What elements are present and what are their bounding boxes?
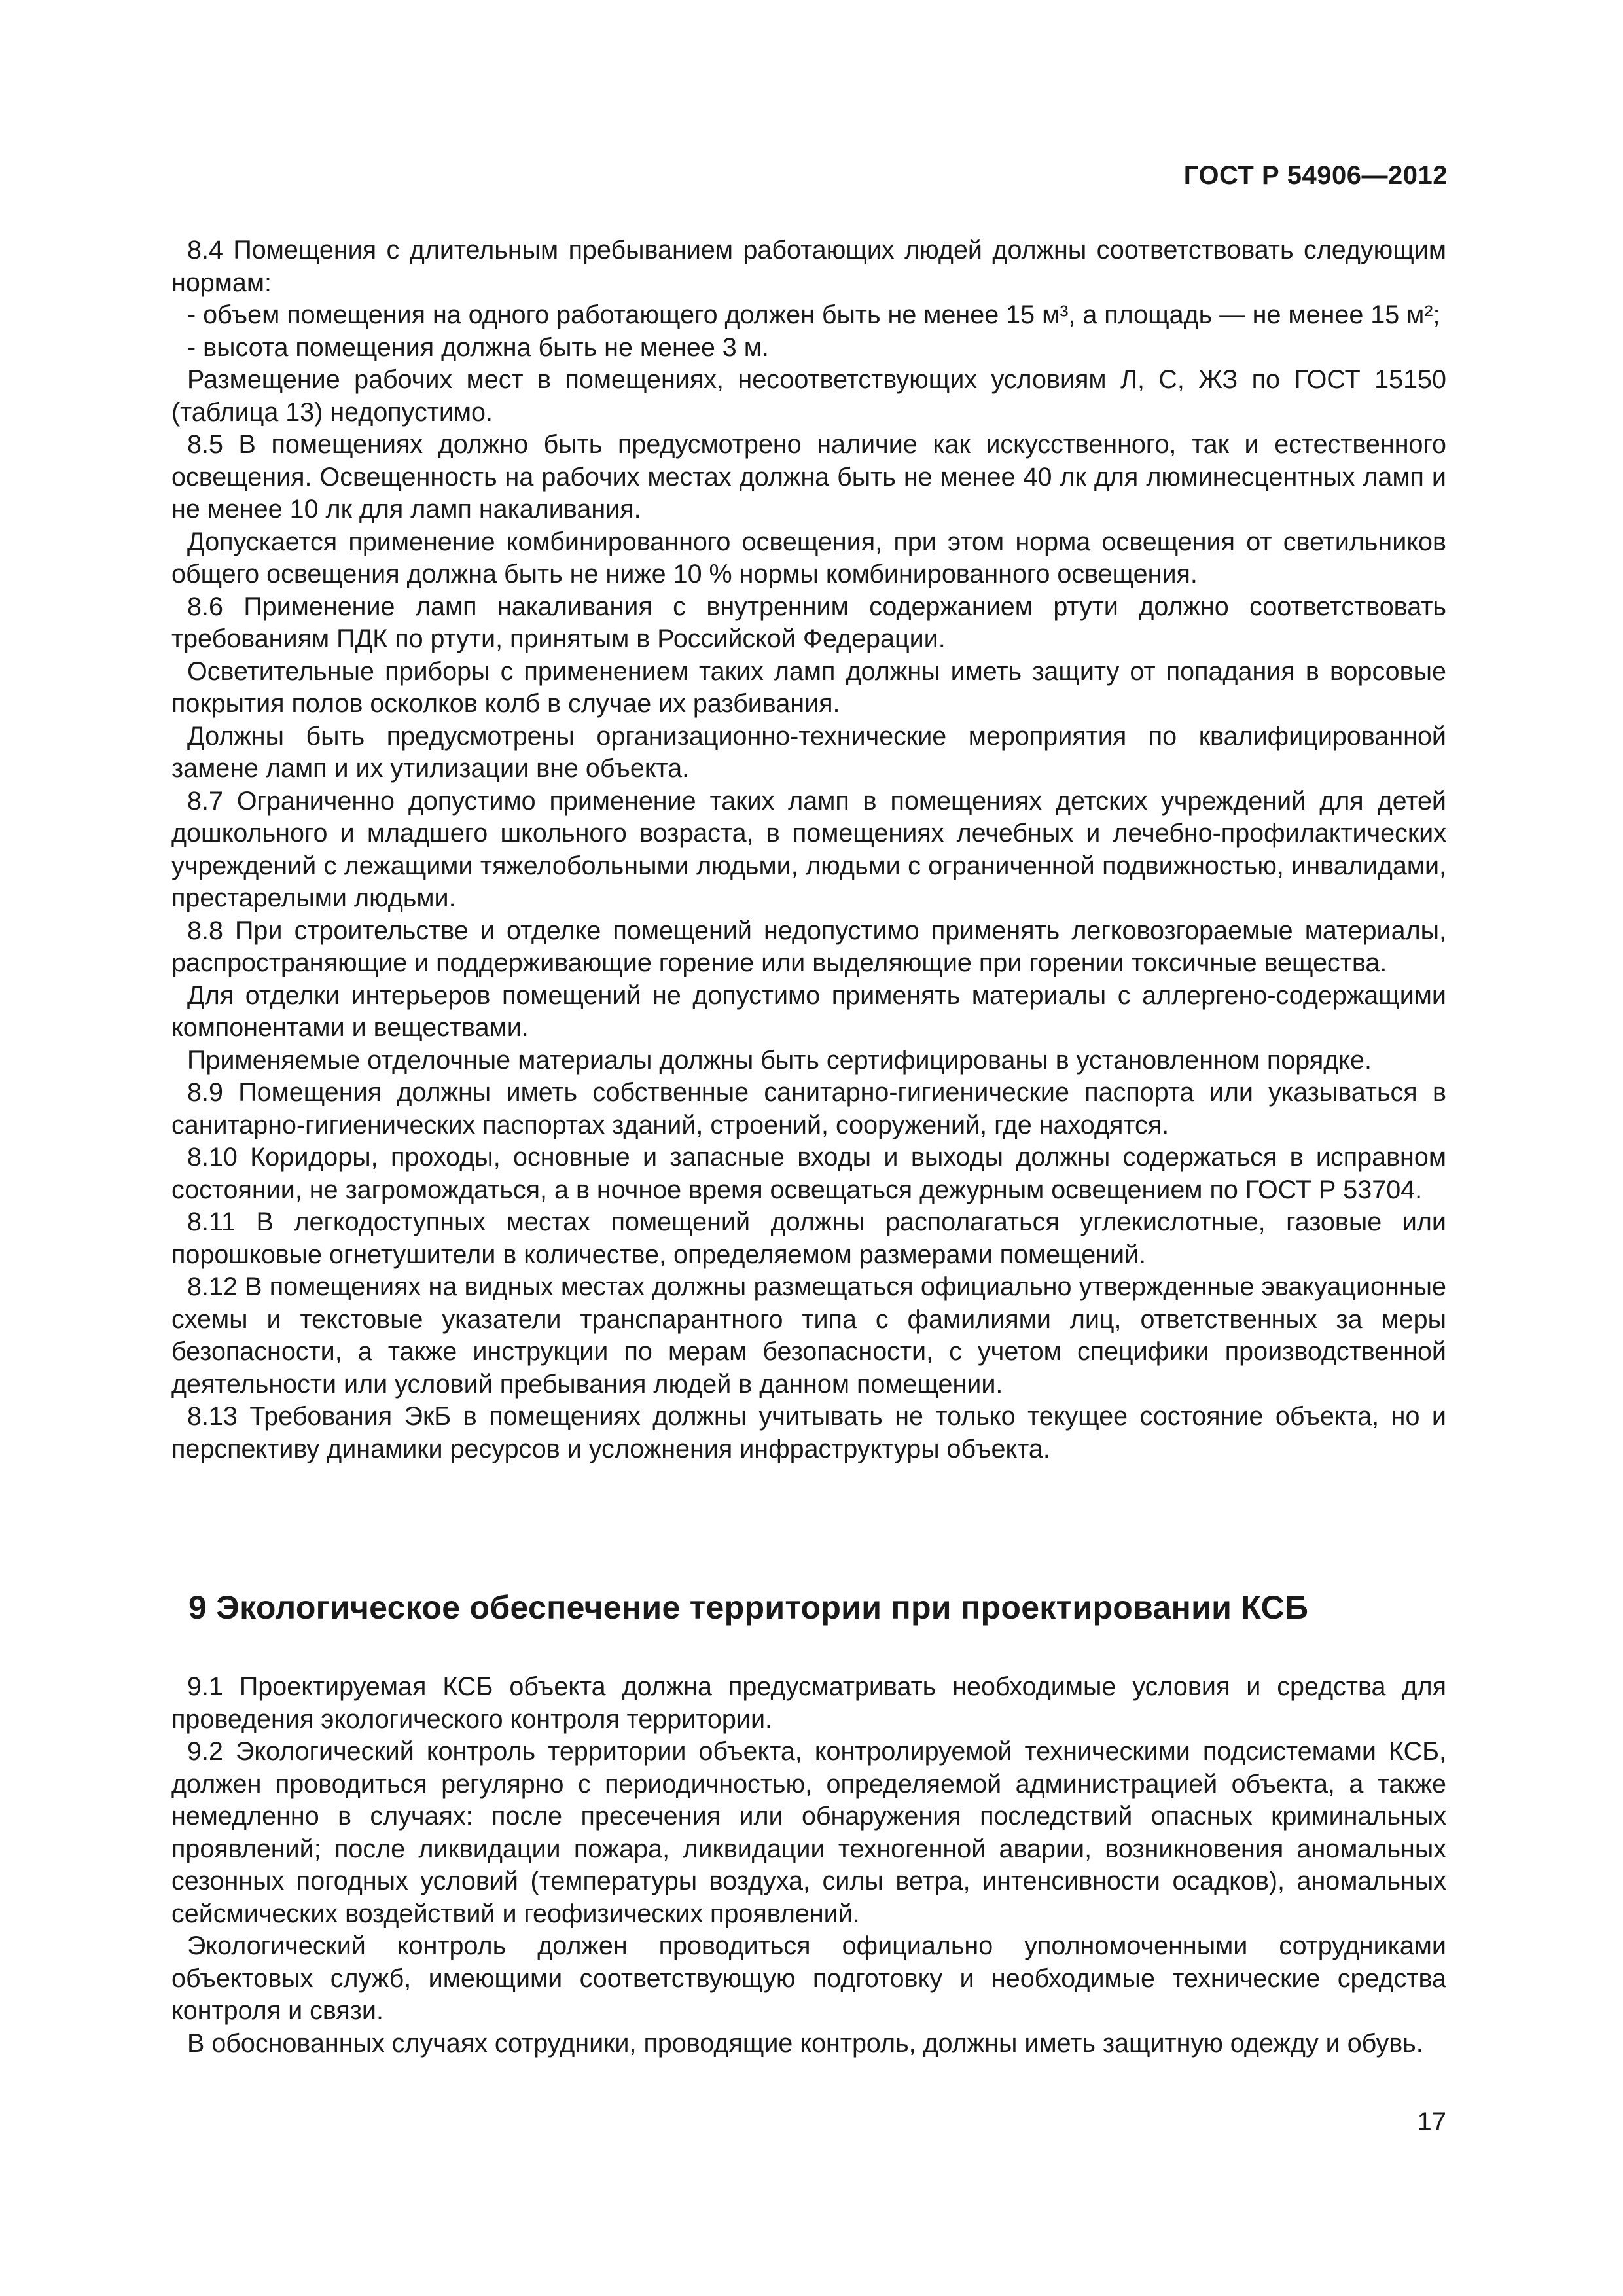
paragraph-8-8-certified: Применяемые отделочные материалы должны быть сертифицированы в установленном порядке. bbox=[187, 1045, 1372, 1075]
paragraph-8-5: 8.5 В помещениях должно быть предусмотрено наличие как искусственного, так и естественного освещения. Освещенность на рабочих местах должна быть не менее 40 лк для люминесцентных ламп и не менее 10 лк для ламп накаливания. bbox=[171, 430, 1446, 524]
document-header: ГОСТ Р 54906—2012 bbox=[1183, 161, 1448, 190]
section-9-body bbox=[171, 1671, 1446, 2060]
paragraph-8-8: 8.8 При строительстве и отделке помещений недопустимо применять легковозгораемые материалы, распространяющие и поддерживающие горение или выделяющие при горении токсичные вещества. bbox=[171, 916, 1446, 977]
paragraph-8-8-interiors: Для отделки интерьеров помещений не допустимо применять материалы с аллергено-содержащими компонентами и веществами. bbox=[171, 980, 1446, 1042]
paragraph-8-4-placement: Размещение рабочих мест в помещениях, несоответствующих условиям Л, С, ЖЗ по ГОСТ 15150 (таблица 13) недопустимо. bbox=[171, 365, 1446, 427]
paragraph-8-13: 8.13 Требования ЭкБ в помещениях должны учитывать не только текущее состояние объекта, но и перспективу динамики ресурсов и усложнения инфраструктуры объекта. bbox=[171, 1402, 1446, 1463]
paragraph-9-2-personnel: Экологический контроль должен проводиться официально уполномоченными сотрудниками объектовых служб, имеющими соответствующую подготовку и необходимые технические средства контроля и связи. bbox=[171, 1931, 1446, 2025]
paragraph-8-7: 8.7 Ограниченно допустимо применение таких ламп в помещениях детских учреждений для детей дошкольного и младшего школьного возраста, в помещениях лечебных и лечебно-профилактических учреждений с лежащими тяжелобольными людьми, людьми с ограниченной подвижностью, инвалидами, престарелыми людьми. bbox=[171, 786, 1446, 912]
paragraph-8-9: 8.9 Помещения должны иметь собственные санитарно-гигиенические паспорта или указываться в санитарно-гигиенических паспортах зданий, строений, сооружений, где находятся. bbox=[171, 1078, 1446, 1139]
paragraph-8-6-fixtures: Осветительные приборы с применением таких ламп должны иметь защиту от попадания в ворсовые покрытия полов осколков колб в случае их разбивания. bbox=[171, 656, 1446, 718]
section-8-body bbox=[171, 234, 1446, 1465]
paragraph-8-4-volume: - объем помещения на одного работающего должен быть не менее 15 м³, а площадь — не менее 15 м²; bbox=[187, 300, 1440, 329]
paragraph-8-5-combined: Допускается применение комбинированного освещения, при этом норма освещения от светильников общего освещения должна быть не ниже 10 % нормы комбинированного освещения. bbox=[171, 527, 1446, 588]
paragraph-8-6: 8.6 Применение ламп накаливания с внутренним содержанием ртути должно соответствовать требованиям ПДК по ртути, принятым в Российской Федерации. bbox=[171, 592, 1446, 653]
paragraph-9-2-protective-gear: В обоснованных случаях сотрудники, проводящие контроль, должны иметь защитную одежду и обувь. bbox=[187, 2028, 1423, 2058]
section-9-title: 9 Экологическое обеспечение территории при проектировании КСБ bbox=[188, 1589, 1309, 1626]
paragraph-8-11: 8.11 В легкодоступных местах помещений должны располагаться углекислотные, газовые или порошковые огнетушители в количестве, определяемом размерами помещений. bbox=[171, 1208, 1446, 1269]
paragraph-9-1: 9.1 Проектируемая КСБ объекта должна предусматривать необходимые условия и средства для проведения экологического контроля территории. bbox=[171, 1672, 1446, 1734]
paragraph-8-12: 8.12 В помещениях на видных местах должны размещаться официально утвержденные эвакуационные схемы и текстовые указатели транспарантного типа с фамилиями лиц, ответственных за меры безопасности, а также инструкции по мерам безопасности, с учетом специфики производственной деятельности или условий пребывания людей в данном помещении. bbox=[171, 1272, 1446, 1399]
paragraph-8-4: 8.4 Помещения с длительным пребыванием работающих людей должны соответствовать следующим нормам: bbox=[171, 236, 1446, 297]
paragraph-8-10: 8.10 Коридоры, проходы, основные и запасные входы и выходы должны содержаться в исправном состоянии, не загромождаться, а в ночное время освещаться дежурным освещением по ГОСТ Р 53704. bbox=[171, 1143, 1446, 1204]
page-number: 17 bbox=[1417, 2108, 1446, 2136]
paragraph-8-4-height: - высота помещения должна быть не менее 3 м. bbox=[187, 332, 769, 362]
paragraph-8-6-measures: Должны быть предусмотрены организационно-технические мероприятия по квалифицированной замене ламп и их утилизации вне объекта. bbox=[171, 721, 1446, 783]
paragraph-9-2: 9.2 Экологический контроль территории объекта, контролируемой техническими подсистемами КСБ, должен проводиться регулярно с периодичностью, определяемой администрацией объекта, а также немедленно в случаях: после пресечения или обнаружения последствий опасных криминальных проявлений; после ликвидации пожара, ликвидации техногенной аварии, возникновения аномальных сезонных погодных условий (температуры воздуха, силы ветра, интенсивности осадков), аномальных сейсмических воздействий и геофизических проявлений. bbox=[171, 1737, 1446, 1928]
